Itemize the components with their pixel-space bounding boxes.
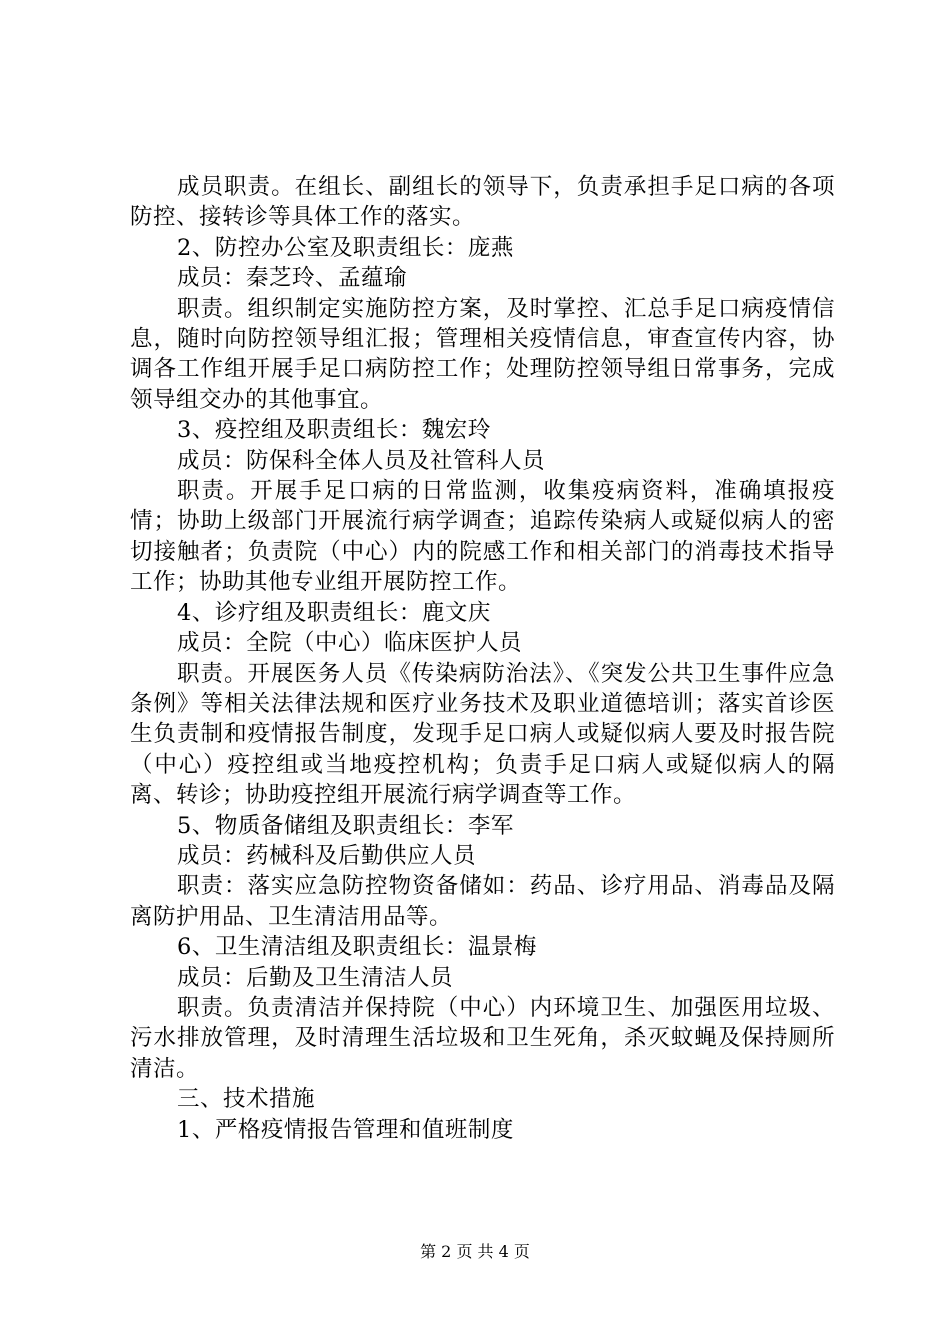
paragraph: 成员：秦芝玲、孟蕴瑜 [177, 265, 408, 292]
paragraph: 2、防控办公室及职责组长：庞燕 [177, 234, 514, 261]
paragraph: 职责。负责清洁并保持院（中心）内环境卫生、加强医用垃圾、污水排放管理，及时清理生活垃圾和卫生死角，杀灭蚊蝇及保持厕所清洁。 [130, 994, 835, 1082]
paragraph: 成员职责。在组长、副组长的领导下，负责承担手足口病的各项防控、接转诊等具体工作的落实。 [130, 174, 835, 231]
paragraph: 1、严格疫情报告管理和值班制度 [177, 1116, 514, 1143]
paragraph: 3、疫控组及职责组长：魏宏玲 [177, 417, 491, 444]
paragraph: 职责。开展医务人员《传染病防治法》、《突发公共卫生事件应急条例》等相关法律法规和医疗业务技术及职业道德培训；落实首诊医生负责制和疫情报告制度，发现手足口病人或疑似病人要及时报告院（中心）疫控组或当地疫控机构；负责手足口病人或疑似病人的隔离、转诊；协助疫控组开展流行病学调查等工作。 [130, 660, 835, 809]
paragraph: 6、卫生清洁组及职责组长：温景梅 [177, 934, 537, 961]
page-number-footer: 第 2 页 共 4 页 [420, 1242, 530, 1261]
paragraph: 成员：药械科及后勤供应人员 [177, 842, 477, 869]
paragraph: 4、诊疗组及职责组长：鹿文庆 [177, 599, 491, 626]
section-heading: 三、技术措施 [177, 1086, 316, 1113]
paragraph: 成员：后勤及卫生清洁人员 [177, 964, 454, 991]
paragraph: 职责：落实应急防控物资备储如：药品、诊疗用品、消毒品及隔离防护用品、卫生清洁用品等。 [130, 873, 835, 930]
document-body [130, 172, 835, 1145]
paragraph: 成员：防保科全体人员及社管科人员 [177, 447, 546, 474]
paragraph: 成员：全院（中心）临床医护人员 [177, 630, 523, 657]
paragraph: 5、物质备储组及职责组长：李军 [177, 812, 514, 839]
paragraph: 职责。组织制定实施防控方案，及时掌控、汇总手足口病疫情信息，随时向防控领导组汇报；管理相关疫情信息，审查宣传内容，协调各工作组开展手足口病防控工作；处理防控领导组日常事务，完成领导组交办的其他事宜。 [130, 295, 835, 413]
paragraph: 职责。开展手足口病的日常监测，收集疫病资料，准确填报疫情；协助上级部门开展流行病学调查；追踪传染病人或疑似病人的密切接触者；负责院（中心）内的院感工作和相关部门的消毒技术指导工作；协助其他专业组开展防控工作。 [130, 478, 835, 596]
